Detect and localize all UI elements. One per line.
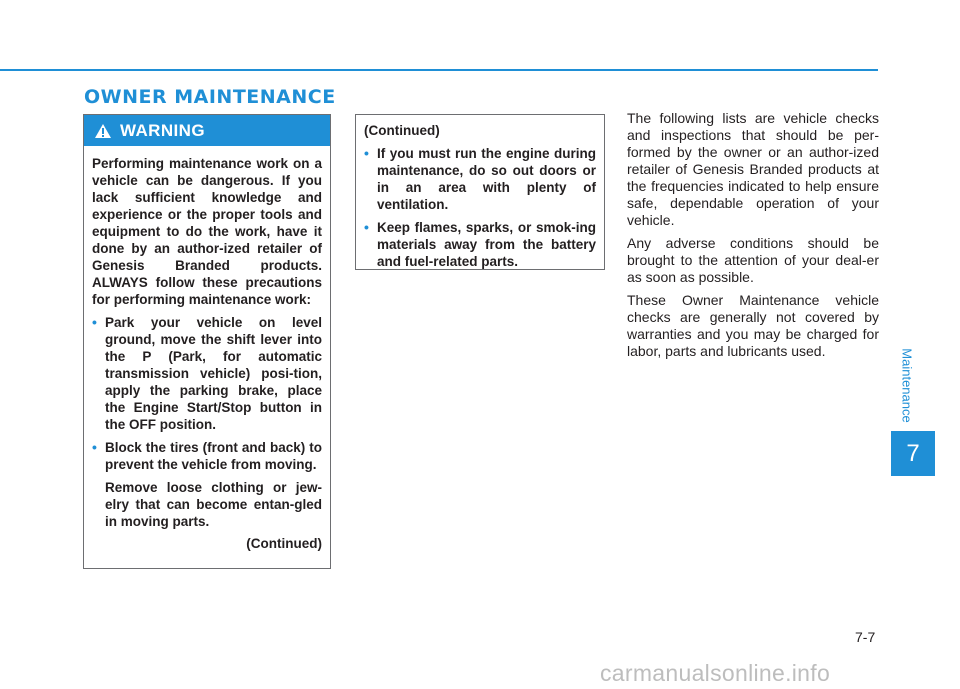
warning-triangle-icon — [94, 123, 112, 139]
warning-bullet-list — [92, 314, 322, 473]
list-item: • Keep flames, sparks, or smok-ing materials away from the battery and fuel-related parts. — [364, 219, 596, 269]
bullet-icon: • — [92, 439, 97, 455]
watermark-link[interactable]: carmanualsonline.info — [600, 660, 831, 686]
section-title: OWNER MAINTENANCE — [84, 86, 336, 108]
continued-label: (Continued) — [246, 536, 322, 551]
warning-box — [83, 114, 331, 569]
bullet-icon: • — [92, 314, 97, 330]
side-tab-label[interactable] — [897, 340, 917, 430]
warning-intro: Performing maintenance work on a vehicle can be dangerous. If you lack sufficient knowledge and experience or the proper tools and equipment to do the work, have it done by an author-ized retailer of Genesis Branded products. ALWAYS follow these precautions for performing maintenance work: — [92, 156, 322, 307]
continued-heading: (Continued) — [364, 123, 440, 138]
page-number: 7-7 — [855, 629, 876, 645]
top-rule — [0, 69, 878, 71]
body-paragraph: Any adverse conditions should be brought to the attention of your deal-er as soon as possible. — [627, 235, 879, 285]
body-paragraph: The following lists are vehicle checks and inspections that should be per-formed by the owner or an author-ized retailer of Genesis Branded products at the frequencies indicated to help ensure safe, dependable operation of your vehicle. — [627, 110, 879, 228]
list-item: • Block the tires (front and back) to prevent the vehicle from moving. — [92, 439, 322, 472]
body-paragraph: These Owner Maintenance vehicle checks are generally not covered by warranties and you may be charged for labor, parts and lubricants used. — [627, 292, 879, 359]
bullet-icon: • — [364, 219, 369, 235]
body-text — [627, 110, 879, 366]
warning-label: WARNING — [120, 120, 205, 140]
list-item: • If you must run the engine during maintenance, do so out doors or in an area with plenty of ventilation. — [364, 145, 596, 212]
chapter-tab[interactable]: 7 — [891, 431, 935, 476]
bullet-icon: • — [364, 145, 369, 161]
warning-extra: Remove loose clothing or jew-elry that can become entan-gled in moving parts. — [105, 480, 322, 529]
list-item: • Park your vehicle on level ground, move the shift lever into the P (Park, for automatic transmission vehicle) posi-tion, apply the parking brake, place the Engine Start/Stop button in the OFF position. — [92, 314, 322, 432]
side-tab-text: Maintenance — [899, 347, 915, 423]
warning-header — [84, 115, 330, 146]
warning-body — [84, 146, 330, 552]
continued-warning-box — [355, 114, 605, 270]
continued-bullet-list — [364, 145, 596, 270]
